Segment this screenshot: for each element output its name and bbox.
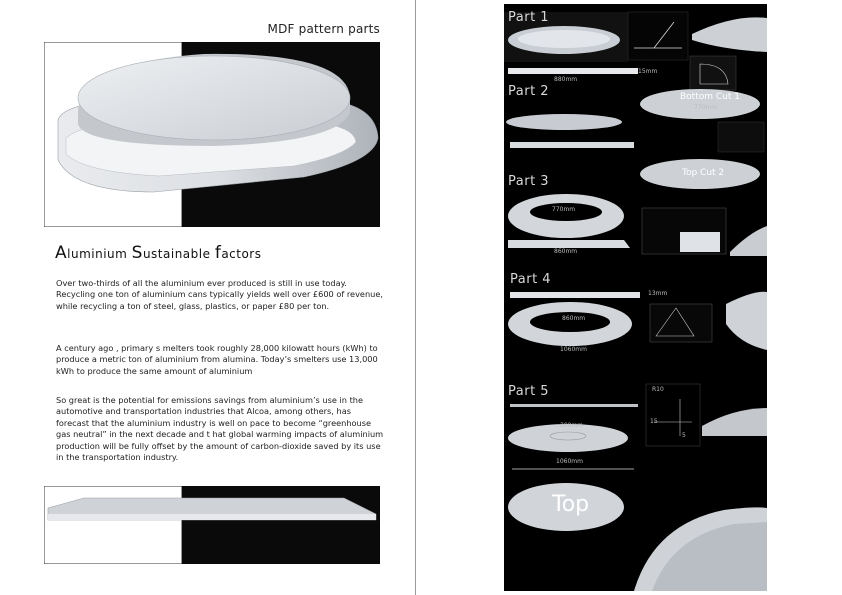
part-4-dim-860: 860mm xyxy=(562,315,586,322)
part-3-dim-860: 860mm xyxy=(554,248,578,255)
part-3-label: Part 3 xyxy=(508,174,550,189)
title-initial-f: f xyxy=(214,243,222,263)
disc-render xyxy=(44,42,380,227)
left-page xyxy=(0,0,415,595)
paragraph-emissions: So great is the potential for emissions savings from aluminium’s use in the automotive and transportation industries that Alcoa, among others, has forecast that the aluminium industry is well on pace to become “greenhouse gas neutral” in the next decade and t hat global warming impacts of aluminium production will be fully offset by the amount of carbon-dioxide saved by its use in the transportation industry. xyxy=(56,395,384,463)
top-cut-label: Top Cut 2 xyxy=(682,168,725,178)
part-1-dim-15: 15mm xyxy=(638,68,658,75)
part-4-dim-13: 13mm xyxy=(648,290,668,297)
title-initial-a: A xyxy=(55,243,68,263)
part-2-label: Part 2 xyxy=(508,84,550,99)
hero-image-disc xyxy=(44,42,380,227)
profile-render xyxy=(44,486,380,564)
bottom-cut-label: Bottom Cut 1 xyxy=(680,92,740,102)
title-word-2-rest: ustainable xyxy=(142,247,215,261)
part-5-dim-5: 5 xyxy=(682,432,686,439)
top-disc-label: Top xyxy=(552,492,590,517)
book-spine xyxy=(415,0,416,595)
section-title xyxy=(55,243,262,263)
title-initial-s: S xyxy=(131,243,143,263)
part-4-label: Part 4 xyxy=(510,272,552,287)
part-1-dim-880: 880mm xyxy=(554,76,578,83)
part-4-dim-1060: 1060mm xyxy=(560,346,587,353)
paragraph-smelters: A century ago , primary s melters took roughly 28,000 kilowatt hours (kWh) to produce a metric ton of aluminium from alumina. Today’s smelters use 13,000 kWh to produce the same amount of aluminium xyxy=(56,343,378,376)
page-header-title: MDF pattern parts xyxy=(267,22,380,36)
part-1-label: Part 1 xyxy=(508,10,550,25)
bottom-image-profile xyxy=(44,486,380,564)
paragraph-recycling: Over two-thirds of all the aluminium ever produced is still in use today. Recycling one ton of aluminium cans typically yields well over £600 of revenue, while recycling a ton of steel, glass, plastics, or paper £80 per ton. xyxy=(56,278,383,311)
title-word-1-rest: luminium xyxy=(67,247,132,261)
part-5-dim-15: 15 xyxy=(650,418,658,425)
part-5-label: Part 5 xyxy=(508,384,550,399)
title-word-3-rest: actors xyxy=(221,247,262,261)
part-5-dim-1060: 1060mm xyxy=(556,458,583,465)
part-5-dim-300: 300mm xyxy=(560,422,584,429)
part-2-dim-770: 770mm xyxy=(694,104,718,111)
right-page xyxy=(504,4,767,591)
part-3-dim-770: 770mm xyxy=(552,206,576,213)
part-5-dim-r10: R10 xyxy=(652,386,664,393)
